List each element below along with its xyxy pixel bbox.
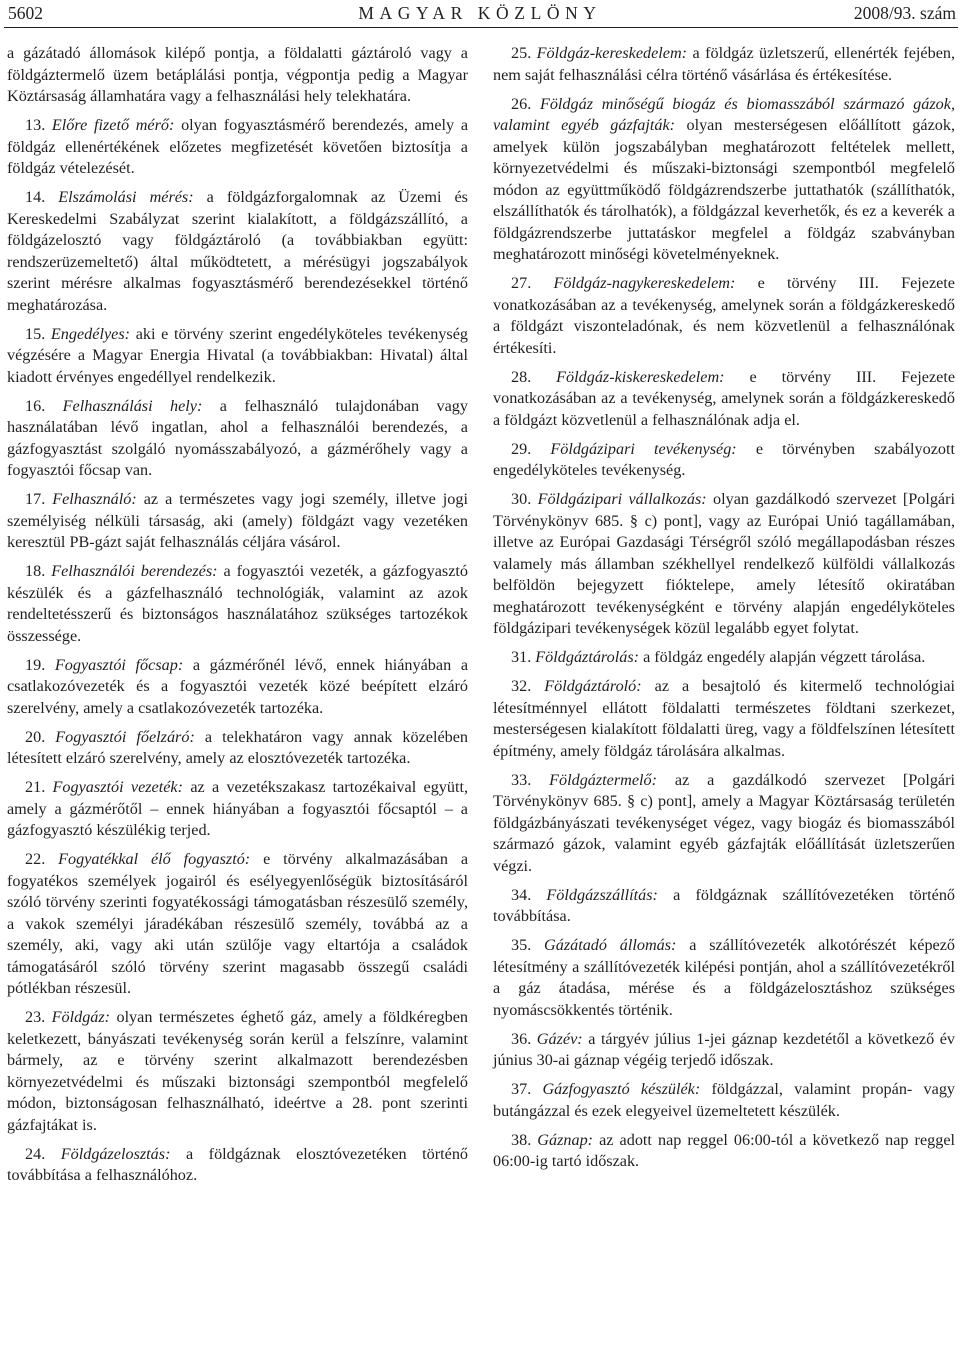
definition-term: Földgáztermelő: [549,770,658,789]
definition-text: az a vezetékszakasz tartozékaival együtt, amely a gázmérőtől – ennek hiányában a fogyasztói főcsaptól – a gázfogyasztó készülékig terjed. [7,778,469,839]
definition-term: Földgázipari vállalkozás: [537,490,707,508]
definition-term: Földgáz-kereskedelem: [536,44,688,62]
definition-paragraph [7,115,468,180]
definition-term: Földgáz-kiskereskedelem: [556,367,725,386]
definition-paragraph [493,273,955,359]
definition-text: olyan természetes éghető gáz, amely a földkéregben keletkezett, bányászati tevékenység során kerül a felszínre, valamint bármely, az e törvény szerint alkalmazott berendezésben környezetvédelmi és műszaki biztonsági szempontból megfelelő módon, biztonságosan felhasználható, ideértve a 28. pont szerinti gázfajtákat is. [7,1008,469,1134]
definition-text: e törvény III. Fejezete vonatkozásában az a tevékenység, amelynek során a földgázkereskedő a földgázt közvetlenül a felhasználónak adja el. [493,367,956,429]
definition-number: 16. [25,396,46,415]
definition-term: Fogyatékkal élő fogyasztó: [58,850,251,868]
definition-text: e törvény III. Fejezete vonatkozásában az a tevékenység, amelynek során a földgázkereskedő a földgázt viszonteladónak, és nem közvetlenül a felhasználónak értékesíti. [493,274,955,357]
definition-text: e törvényben szabályozott engedélyköteles tevékenység. [493,439,955,479]
definition-number: 28. [511,367,532,386]
definition-text: a szállítóvezeték alkotórészét képező létesítmény a szállítóvezeték kilépési pontján, ahol a szállítóvezetékről a gáz átadása, mérése és a földgázelosztáshoz szükséges nyomáscsökkentés történik. [493,936,956,1019]
definition-number: 26. [511,94,532,113]
definition-number: 35. [511,936,532,954]
definition-paragraph [493,94,955,266]
definition-term: Fogyasztói főcsap: [54,655,184,674]
definition-text: olyan mesterségesen előállított gázok, amelyek külön jogszabályban meghatározott feltételek mellett, környezetvédelmi és műszaki-biztonsági szempontból megfelelő módon az együttműködő földgázrendszerbe juttathatók (szállíthatók, elszállíthatók és tárolhatók), a földgázzal keverhetők, és ez a keverék a földgázrendszerbe juttatáskor megfelel a földgáz szabványban meghatározott minőségi követelményeknek. [493,116,956,263]
definition-number: 36. [511,1029,532,1048]
left-column [7,43,468,1194]
header-rule [4,27,958,28]
definition-number: 19. [25,655,46,674]
definition-paragraph [7,324,468,389]
definition-term: Felhasználói berendezés: [51,562,218,580]
definition-number: 22. [25,850,46,868]
journal-title: MAGYAR KÖZLÖNY [358,3,602,23]
definition-number: 18. [25,562,46,580]
definition-number: 13. [25,116,46,134]
definition-text: a fogyasztói vezeték, a gázfogyasztó készülék és a gázfelhasználó technológiák, valamint az azok rendeltetésszerű és biztonságos használatához szükséges tartozékok összessége. [7,562,469,645]
definition-text: a földgáz üzletszerű, ellenérték fejében, nem saját felhasználási célra történő vásárlása és értékesítése. [493,44,956,84]
definition-text: e törvény alkalmazásában a fogyatékos személyek jogairól és esélyegyenlőségük biztosításáról szóló törvény szerinti fogyatékossági támogatásban részesülő személy, a vakok személyi járadékában részesülő személy, továbbá az a személy, aki, vagy aki után szülője vagy eltartója a családok támogatásáról szóló törvény szerint magasabb összegű családi pótlékban részesül. [7,850,469,997]
definition-number: 15. [25,324,46,343]
definition-number: 17. [25,490,46,508]
definition-number: 29. [511,439,532,458]
page-header [0,0,960,30]
definition-paragraph [493,367,955,432]
definition-term: Felhasználási hely: [62,396,203,415]
definition-text: az a természetes vagy jogi személy, illetve jogi személyiség nélküli társaság, aki (amely) földgázt vagy vezetéken keresztül PB-gázt saját felhasználás céljára vásárol. [7,490,468,551]
definition-number: 23. [25,1008,46,1026]
page-number: 5602 [8,3,43,23]
definition-number: 37. [511,1080,532,1098]
definition-text: földgázzal, valamint propán- vagy butángázzal és ezek elegyeivel üzemeltetett készülék. [493,1080,956,1120]
definition-term: Földgáztároló: [544,677,642,695]
definition-term: Földgáztárolás: [535,648,640,666]
definition-paragraph [7,777,468,842]
definition-paragraph [7,187,468,316]
definition-paragraph [7,727,468,770]
definition-number: 34. [511,885,532,904]
definition-paragraph [493,770,955,878]
definition-term: Gáznap: [537,1130,594,1149]
definition-paragraph [7,1144,468,1187]
definition-text: a földgáz engedély alapján végzett tárolása. [643,648,926,666]
definition-paragraph [7,43,468,108]
definition-term: Földgázipari tevékenység: [550,439,737,458]
definition-text: a földgáznak szállítóvezetéken történő továbbítása. [493,885,956,925]
definition-term: Gázfogyasztó készülék: [542,1080,701,1098]
definition-term: Földgáz minőségű biogáz és biomasszából származó gázok, valamint egyéb gázfajták: [493,94,955,134]
definition-text: olyan fogyasztásmérő berendezés, amely a földgáz ellenértékének előzetes megfizetését követően biztosítja a földgáz vételezését. [7,116,469,177]
definition-term: Földgázszállítás: [546,885,658,904]
definition-term: Fogyasztói vezeték: [52,778,183,796]
definition-number: 20. [25,727,46,746]
definition-paragraph [493,676,955,762]
definition-paragraph [7,396,468,482]
definition-text: aki e törvény szerint engedélyköteles tevékenység végzésére a Magyar Energia Hivatal (a továbbiakban: Hivatal) által kiadott érvényes engedéllyel rendelkezik. [7,324,468,386]
definition-term: Földgáz: [51,1008,111,1026]
right-column [493,43,955,1180]
definition-paragraph [493,935,955,1021]
definition-text: a gázátadó állomások kilépő pontja, a földalatti gáztároló vagy a földgáztermelő üzem betáplálási pontja, végpontja pedig a Magyar Köztársaság államhatára vagy a felhasználási hely telekhatára. [7,44,468,105]
definition-text: a felhasználó tulajdonában vagy használatában lévő ingatlan, ahol a felhasználói berendezés, a gázfogyasztást szolgáló nyomásszabályozó, a gázmérőhely vagy a fogyasztói főcsap van. [7,396,468,479]
definition-text: a tárgyév július 1-jei gáznap kezdetétől a következő év június 30-ai gáznap végéig terjedő időszak. [493,1029,956,1069]
definition-text: olyan gazdálkodó szervezet [Polgári Törvénykönyv 685. § c) pont], vagy az Európai Unió tagállamában, illetve az Európai Gazdasági Térségről szóló megállapodásban részes valamely más államban székhellyel rendelkező külföldi vállalkozás belföldön bejegyzett fióktelepe, amely létesítő okiratában meghatározott tevékenységként e törvény alapján engedélyköteles földgázipari tevékenységek közül legalább egyet folytat. [493,490,955,637]
definition-paragraph [493,43,955,86]
definition-number: 25. [511,44,532,62]
definition-number: 32. [511,677,532,695]
definition-term: Felhasználó: [52,490,137,508]
definition-text: az a gazdálkodó szervezet [Polgári Törvénykönyv 685. § c) pont], amely a Magyar Köztársaság területén földgázbányászati tevékenységet végez, vagy biogáz és biomasszából származó gázok, valamint egyéb gázfajták előállítását üzletszerűen végzi. [493,770,955,875]
definition-number: 30. [511,490,532,508]
definition-text: a telekhatáron vagy annak közelében létesített elzáró szerelvény, amely az elosztóvezeték tartozéka. [7,727,469,767]
definition-text: az a besajtoló és kitermelő technológiai létesítménnyel ellátott földalatti természetes földtani szerkezet, mesterségesen kialakított földalatti üreg, vagy a földfelszínen létesített építmény, amely földgáz tárolására alkalmas. [493,677,956,760]
definition-number: 24. [25,1144,46,1163]
definition-term: Engedélyes: [50,324,131,343]
definition-number: 33. [511,770,532,789]
definition-paragraph [7,489,468,554]
definition-paragraph [493,489,955,640]
issue-number: 2008/93. szám [853,3,956,23]
definition-term: Földgázelosztás: [60,1144,171,1163]
definition-text: a földgázforgalomnak az Üzemi és Kereskedelmi Szabályzat szerint kialakított, a földgázszállító, a földgázelosztó vagy földgáztároló (a továbbiakban együtt: rendszerüzemeltető) által működtetett, a mérésügyi jogszabályok szerint mérésre alkalmas fogyasztásmérő berendezésekkel történő meghatározása. [7,188,468,314]
definition-text: a földgáznak elosztóvezetéken történő továbbítása a felhasználóhoz. [7,1144,469,1184]
definition-number: 14. [25,188,46,206]
definition-number: 31. [511,648,532,666]
definition-paragraph [493,1029,955,1072]
definition-term: Gázátadó állomás: [544,936,677,954]
definition-paragraph [493,1079,955,1122]
definition-term: Elszámolási mérés: [58,188,194,206]
definition-paragraph [493,885,955,928]
definition-paragraph [7,849,468,1000]
definition-term: Fogyasztói főelzáró: [55,727,195,746]
definition-text: az adott nap reggel 06:00-tól a következő nap reggel 06:00-ig tartó időszak. [493,1130,956,1170]
definition-paragraph [7,561,468,647]
definition-paragraph [493,439,955,482]
definition-term: Földgáz-nagykereskedelem: [553,274,736,292]
definition-text: a gázmérőnél lévő, ennek hiányában a csatlakozóvezeték és a fogyasztói vezeték közé beépített elzáró szerelvény, amely a csatlakozóvezeték tartozéka. [7,655,468,717]
definition-term: Gázév: [536,1029,583,1048]
definition-paragraph [7,1007,468,1136]
definition-paragraph [493,647,955,669]
definition-number: 21. [25,778,46,796]
definition-paragraph [7,655,468,720]
definition-number: 38. [511,1130,532,1149]
definition-paragraph [493,1130,955,1173]
definition-term: Előre fizető mérő: [51,116,175,134]
definition-number: 27. [511,274,532,292]
